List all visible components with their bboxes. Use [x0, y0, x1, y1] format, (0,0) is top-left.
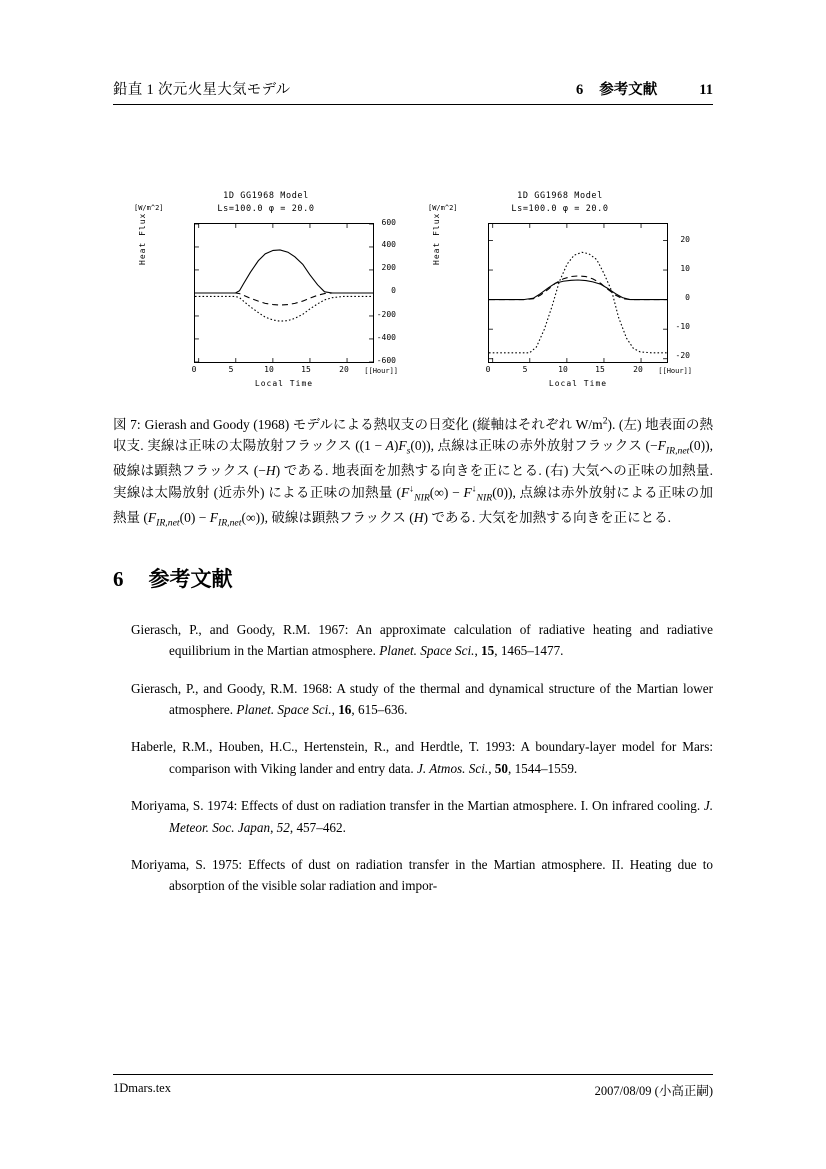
chart-left-title: 1D GG1968 Model [223, 191, 309, 201]
section-heading-title: 参考文献 [148, 566, 233, 591]
chart-left-xtick-20: 20 [339, 365, 349, 374]
chart-right-xtick-15: 15 [595, 365, 605, 374]
chart-left-xtick-5: 5 [228, 365, 234, 374]
chart-right-ytick-m10: -10 [675, 322, 690, 331]
reference-list [113, 619, 713, 897]
chart-left-ytick-200: 200 [381, 263, 396, 272]
list-item [131, 854, 713, 897]
chart-right-xlabel: Local Time [548, 379, 608, 388]
reference-entry-2: Haberle, R.M., Houben, H.C., Hertenstein, R., and Herdtle, T. 1993: A boundary-layer model for Mars: comparison with Viking lander and entry data. J. Atmos. Sci., 50, 1544–1559. [131, 739, 713, 776]
chart-left-xtick-0: 0 [191, 365, 197, 374]
header-page-number: 11 [699, 82, 713, 98]
chart-right-xtick-20: 20 [633, 365, 643, 374]
chart-left-axes [194, 223, 374, 363]
chart-left-ytick-600: 600 [381, 218, 396, 227]
list-item [131, 736, 713, 779]
section-heading [113, 563, 713, 593]
reference-entry-0: Gierasch, P., and Goody, R.M. 1967: An approximate calculation of radiative heating and radiative equilibrium in the Martian atmosphere. Planet. Space Sci., 15, 1465–1477. [131, 621, 713, 659]
chart-right-ytick-m20: -20 [675, 351, 690, 360]
figure-7 [113, 191, 713, 391]
chart-right-subtitle: Ls=100.0 φ = 20.0 [511, 204, 609, 214]
chart-left-ytick-0: 0 [391, 286, 396, 295]
header-document-title: 鉛直 1 次元火星大気モデル [113, 82, 291, 98]
chart-left [132, 191, 400, 391]
list-item [131, 678, 713, 721]
chart-left-xunit: [[Hour]] [364, 367, 398, 375]
page-content [113, 78, 713, 913]
footer-filename: 1Dmars.tex [113, 1081, 171, 1095]
chart-right-xunit: [[Hour]] [658, 367, 692, 375]
section-heading-number: 6 [113, 566, 124, 591]
chart-left-xlabel: Local Time [254, 379, 314, 388]
chart-left-ytick-400: 400 [381, 240, 396, 249]
figure-caption-text: Gierash and Goody (1968) モデルによる熱収支の日変化 (縦軸はそれぞれ $W/m^2$). (左) 地表面の熱収支. 実線は正味の太陽放射フラックス $((1 - A)F_s(0))$, 点線は正味の赤外放射フラックス $(-F_{IR,net}(0))$, 破線は顕熱フラックス (−H) である. 地表面を加熱する向きを正にとる. (右) 大気への正味の加熱量. 実線は太陽放射 (近赤外) による正味の加熱量 $(F^↓_{NIR}(\infty) - F^↓_{NIR}(0))$, 点線は赤外放射による正味の加熱量 $(F_{IR,net}(0) - F_{IR,net}(\infty))$, 破線は顕熱フラックス (H) である. 大気を加熱する向きを正にとる. [113, 415, 713, 529]
chart-right-ytick-20: 20 [680, 235, 690, 244]
chart-left-xtick-10: 10 [264, 365, 274, 374]
footer-date-author: 2007/08/09 (小高正嗣) [594, 1084, 713, 1098]
figure-caption [113, 413, 713, 531]
chart-left-xtick-15: 15 [301, 365, 311, 374]
list-item [131, 619, 713, 662]
page-header [113, 78, 713, 105]
chart-right [426, 191, 694, 391]
chart-right-ylabel: Heat Flux [432, 212, 441, 265]
chart-right-xtick-0: 0 [485, 365, 491, 374]
chart-right-axes [488, 223, 668, 363]
chart-left-ytick-m200: -200 [376, 310, 396, 319]
chart-right-xtick-10: 10 [558, 365, 568, 374]
chart-left-subtitle: Ls=100.0 φ = 20.0 [217, 204, 315, 214]
chart-left-unit-label: [W/m^2] [134, 204, 164, 212]
header-section-number: 6 [576, 82, 584, 98]
list-item [131, 795, 713, 838]
figure-caption-label: 図 7: [113, 416, 141, 432]
chart-right-ytick-0: 0 [685, 293, 690, 302]
reference-entry-4: Moriyama, S. 1975: Effects of dust on radiation transfer in the Martian atmosphere. II. Heating due to absorption of the visible solar radiation and impor- [131, 856, 713, 894]
chart-right-xtick-5: 5 [522, 365, 528, 374]
reference-entry-3: Moriyama, S. 1974: Effects of dust on radiation transfer in the Martian atmosphere. I. On infrared cooling. J. Meteor. Soc. Japan, 52, 457–462. [131, 798, 713, 835]
header-section-title: 参考文献 [599, 82, 658, 98]
chart-left-ylabel: Heat Flux [138, 212, 147, 265]
chart-left-ytick-m400: -400 [376, 333, 396, 342]
reference-entry-1: Gierasch, P., and Goody, R.M. 1968: A study of the thermal and dynamical structure of the Martian lower atmosphere. Planet. Space Sci., 16, 615–636. [131, 680, 713, 718]
page-footer [113, 1074, 713, 1099]
chart-right-unit-label: [W/m^2] [428, 204, 458, 212]
chart-right-title: 1D GG1968 Model [517, 191, 603, 201]
chart-right-ytick-10: 10 [680, 264, 690, 273]
chart-left-ytick-m600: -600 [376, 356, 396, 365]
